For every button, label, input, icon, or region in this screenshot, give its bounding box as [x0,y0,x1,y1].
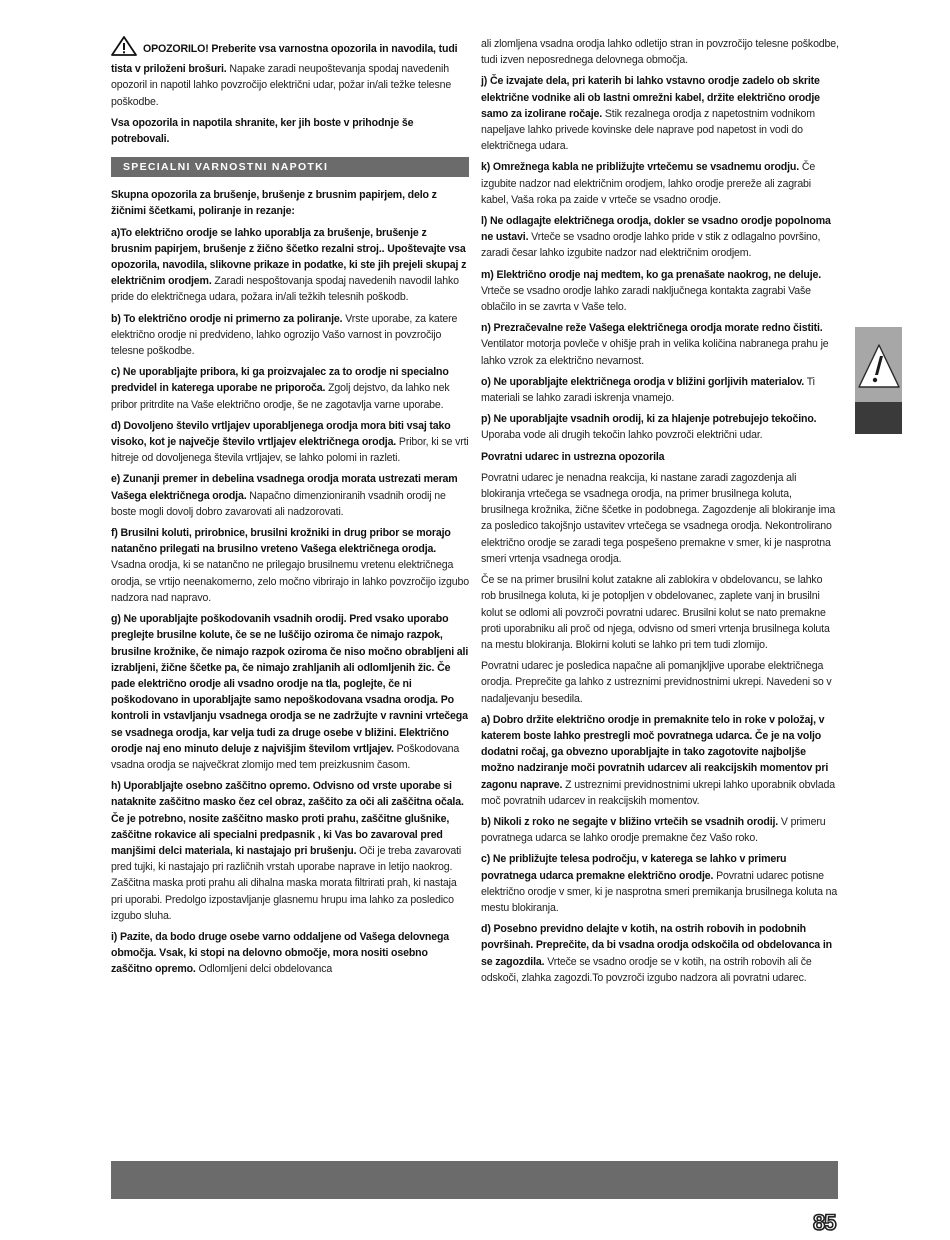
item-lead: h) Uporabljajte osebno zaščitno opremo. Odvisno od vrste uporabe si nataknite zaščitno masko čez cel obraz, zaščito za oči ali zaščitna očala. Če je potrebno, nosite zaščitno masko proti prahu, zaščitne glušnike, zaščitne rokavice ali specialni predpasnik , ki Vas bo zavaroval pred manjšimi delci materiala, ki nastajajo pri brušenju. [111,780,464,857]
item-text: Zaradi nespoštovanja spodaj navedenih navodil lahko pride do električnega udara, požara in/ali težkih telesnih poškodb. [111,275,459,304]
item-lead: i) Pazite, da bodo druge osebe varno oddaljene od Vašega delovnega območja. Vsak, ki stopi na delovno območje, mora nositi osebno zaščitno opremo. [111,930,450,976]
list-item [111,471,469,520]
warning-text: Napake zaradi neupoštevanja spodaj navedenih opozoril in napotil lahko povzročijo električni udar, požar in/ali težke telesne poškodbe. [111,63,452,108]
item-lead: b) To električno orodje ni primerno za poliranje. [111,312,343,325]
item-lead: c) Ne približujte telesa področju, v katerega se lahko v primeru povratnega udarca premakne električno orodje. [481,853,787,882]
warning-lead: OPOZORILO! Preberite vsa varnostna opozorila in navodila, tudi tista v priloženi brošuri. [111,43,458,76]
list-item [481,851,839,916]
item-text: Stik rezalnega orodja z napetostnim vodnikom napeljave lahko privede kovinske dele naprave pod napetost in vodi do električnega udara. [481,107,815,153]
list-item [481,411,839,443]
item-text: Vrteče se vsadno orodje lahko pride v stik z odlagalno površino, zaradi česar lahko izgubite nadzor nad električnim orodjem. [481,231,821,260]
page-number: 85 [813,1210,836,1235]
item-lead: f) Brusilni koluti, prirobnice, brusilni krožniki in drug pribor se morajo natančno prilegati na brusilno vreteno Vašega električnega orodja. [111,527,451,556]
kickback-paragraph: Če se na primer brusilni kolut zatakne ali zablokira v obdelovancu, se lahko rob brusilnega koluta, ki je potopljen v obdelovanec, zaplete vanj in brusilni kolut se odlomi ali povzroči povratni udarec. Brusilni kolut se nato premakne proti uporabniku ali proč od njega, odvisno od smeri vrtenja brusilnega koluta na mestu blokiranja. Blokirni koluti se lahko pri tem tudi zlomijo. [481,574,830,651]
list-item [481,159,839,208]
item-text: Vrste uporabe, za katere električno orodje ni predvideno, lahko ogrozijo Vašo varnost in povzročijo telesne poškodbe. [111,312,458,358]
list-item [481,267,839,316]
item-text: Zgolj dejstvo, da lahko nek pribor pritrdite na Vaše električno orodje, še ne zagotavlja varne uporabe. [111,382,450,411]
item-lead: g) Ne uporabljajte poškodovanih vsadnih orodij. Pred vsako uporabo preglejte brusilne kolute, če se ne luščijo oziroma če nimajo razpok, brusilne krožnike, če nimajo razpok oziroma če niso močno obrabljeni ali izrabljeni, žične ščetke pa, če nimajo zrahljanih ali odlomljenih žic. Če pade električno orodje ali vsadno orodje na tla, poglejte, če ni poškodovano in uporabljajte samo nepoškodovana vsadna orodja. Po kontroli in vstavljanju vsadnega orodja se ne zadržujte v ravnini vrtečega se vsadnega orodja, kar velja tudi za druge osebe v bližini. Električno orodje naj eno minuto deluje z najvišjim številom vrtljajev. [111,613,469,755]
item-text: V primeru povratnega udarca se lahko orodje premakne čez Vašo roko. [481,815,826,845]
intro-text: Skupna opozorila za brušenje, brušenje z brusnim papirjem, delo z žičnimi ščetkami, poliranje in rezanje: [111,189,437,218]
item-text: Oči je treba zavarovati pred tujki, ki nastajajo pri različnih vrstah uporabe naprave in letijo naokrog. Zaščitna maska proti prahu ali dihalna maska morata filtrirati prah, ki nastaja pri uporabi. Predolgo izpostavljanje glasnemu hrupu ima lahko za posledico izgubo sluha. [111,844,462,922]
item-text: Uporaba vode ali drugih tekočin lahko povzroči električni udar. [481,429,763,442]
list-item [481,320,839,369]
item-text: Ventilator motorja povleče v ohišje prah in velika količina nabranega prahu je lahko vzrok za električno nevarnost. [481,338,829,367]
item-lead: k) Omrežnega kabla ne približujte vrtečemu se vsadnemu orodju. [481,161,800,174]
item-text: Vsadna orodja, ki se natančno ne prilegajo brusilnemu vretenu električnega orodja, se vrtijo neenakomerno, zelo močno vibrirajo in lahko povzročijo izgubo nadzora nad napravo. [111,559,469,604]
item-text: Poškodovana vsadna orodja se največkrat zlomijo med tem preizkusnim časom. [111,742,460,771]
item-text: Vrteče se vsadno orodje lahko zaradi naključnega kontakta zagrabi Vaše oblačilo in se zavrta v Vaše telo. [481,284,811,314]
list-item [111,418,469,467]
list-item [111,929,469,978]
item-text: Napačno dimenzioniranih vsadnih orodij ne boste mogli dovolj dobro zavarovati ali nadzorovati. [111,489,446,518]
item-lead: j) Če izvajate dela, pri katerih bi lahko vstavno orodje zadelo ob skrite električne vodnike ali ob lastni omrežni kabel, držite električno orodje samo za izolirane ročaje. [481,75,820,120]
warning-triangle-icon [111,36,137,61]
item-text: Odlomljeni delci obdelovanca [195,963,333,976]
item-lead: a)To električno orodje se lahko uporablja za brušenje, brušenje z brusnim papirjem, brušenje z žično ščetko rezalni stroj.. Upoštevajte vsa opozorila, navodila, slikovne prikaze in podatke, ki ste jih prejeli skupaj z električnim orodjem. [111,226,467,288]
list-item [481,73,839,154]
item-lead: n) Prezračevalne reže Vašega električnega orodja morate redno čistiti. [481,322,823,335]
item-text: Pribor, ki se vrti hitreje od dovoljenega števila vrtljajev, se lahko polomi in razleti. [111,436,469,465]
left-column [111,36,469,983]
right-column [481,36,839,991]
item-lead: m) Električno orodje naj medtem, ko ga prenašate naokrog, ne deluje. [481,268,822,281]
item-text: Ti materiali se lahko zaradi iskrenja vnamejo. [481,375,815,405]
list-item [481,712,839,809]
list-item [111,525,469,606]
kickback-paragraphs [481,470,839,707]
item-lead: d) Posebno previdno delajte v kotih, na ostrih robovih in podobnih površinah. Preprečite, da bi vsadna orodja odskočila od obdelovanca in se zagozdila. [481,923,832,968]
list-item [481,374,839,406]
kickback-items-list [481,712,839,986]
section-title: SPECIALNI VARNOSTNI NAPOTKI [111,157,469,177]
item-lead: l) Ne odlagajte električnega orodja, dokler se vsadno orodje popolnoma ne ustavi. [481,215,831,244]
list-item [111,364,469,413]
list-item [111,778,469,924]
right-items-list [481,73,839,443]
kickback-heading: Povratni udarec in ustrezna opozorila [481,450,665,463]
header-warning [111,36,469,110]
item-text: Povratni udarec potisne električno orodje v smer, ki je nasprotna smeri premikanja brusilnega koluta na mestu blokiranja. [481,869,838,914]
side-tab [855,327,902,434]
list-item [111,611,469,773]
list-item [111,311,469,360]
right-continuation: ali zlomljena vsadna orodja lahko odletijo stran in povzročijo telesne poškodbe, tudi izven neposrednega delovnega območja. [481,38,839,67]
list-item [481,921,839,986]
item-lead: p) Ne uporabljajte vsadnih orodij, ki za hlajenje potrebujejo tekočino. [481,413,817,426]
item-lead: c) Ne uporabljajte pribora, ki ga proizvajalec za to orodje ni specialno predvidel in katerega uporabe ne priporoča. [111,366,449,395]
list-item [481,814,839,846]
item-lead: e) Zunanji premer in debelina vsadnega orodja morata ustrezati meram Vašega električnega orodja. [111,473,458,502]
side-tab-icon-area [855,327,902,402]
exclamation-warning-icon [855,327,902,402]
item-lead: a) Dobro držite električno orodje in premaknite telo in roke v položaj, v katerem boste lahko prestregli moč povratnega udarca. Če je na voljo dodatni ročaj, ga obvezno uporabljajte in tako zagotovite najboljše možno nadziranje moči povratnih udarcev ali reakcijskih momentov pri zagonu naprave. [481,713,829,791]
item-lead: o) Ne uporabljajte električnega orodja v bližini gorljivih materialov. [481,375,805,388]
item-text: Če izgubite nadzor nad električnim orodjem, lahko orodje prereže ali zagrabi kabel, Vaša roka pa zaide v vrteče se vsadno orodje. [481,161,816,206]
kickback-paragraph: Povratni udarec je posledica napačne ali pomanjkljive uporabe električnega orodja. Preprečite ga lahko z ustreznimi previdnostnimi ukrepi. Navedeni so v nadaljevanju besedila. [481,660,832,705]
kickback-paragraph: Povratni udarec je nenadna reakcija, ki nastane zaradi zagozdenja ali blokiranja vrtečega se vsadnega orodja, na primer brusilnega koluta, brusilnega krožnika, žične ščetke in podobnega. Zagozdenje ali blokiranje ima za posledico takojšnjo ustavitev vrtečega se vsadnega orodja. Nekontrolirano električno orodje se zaradi tega pospešeno premakne v smer, ki je nasprotna smeri vrtenja vsadnega orodja. [481,471,836,565]
list-item [111,225,469,306]
item-text: Vrteče se vsadno orodje se v kotih, na ostrih robovih ali če odskoči, zlahka zagozdi.To povzroči izgubo nadzora ali povratni udarec. [481,955,812,984]
footer-bar [111,1161,838,1199]
list-item [481,213,839,262]
warning-keep: Vsa opozorila in napotila shranite, ker jih boste v prihodnje še potrebovali. [111,116,414,146]
item-text: Z ustreznimi previdnostnimi ukrepi lahko uporabnik obvlada moč povratnih udarcev in reakcijskih momentov. [481,778,835,807]
item-lead: d) Dovoljeno število vrtljajev uporabljenega orodja mora biti vsaj tako visoko, kot je največje število vrtljajev električnega orodja. [111,419,451,449]
item-lead: b) Nikoli z roko ne segajte v bližino vrtečih se vsadnih orodij. [481,815,779,828]
left-items-list [111,225,469,978]
